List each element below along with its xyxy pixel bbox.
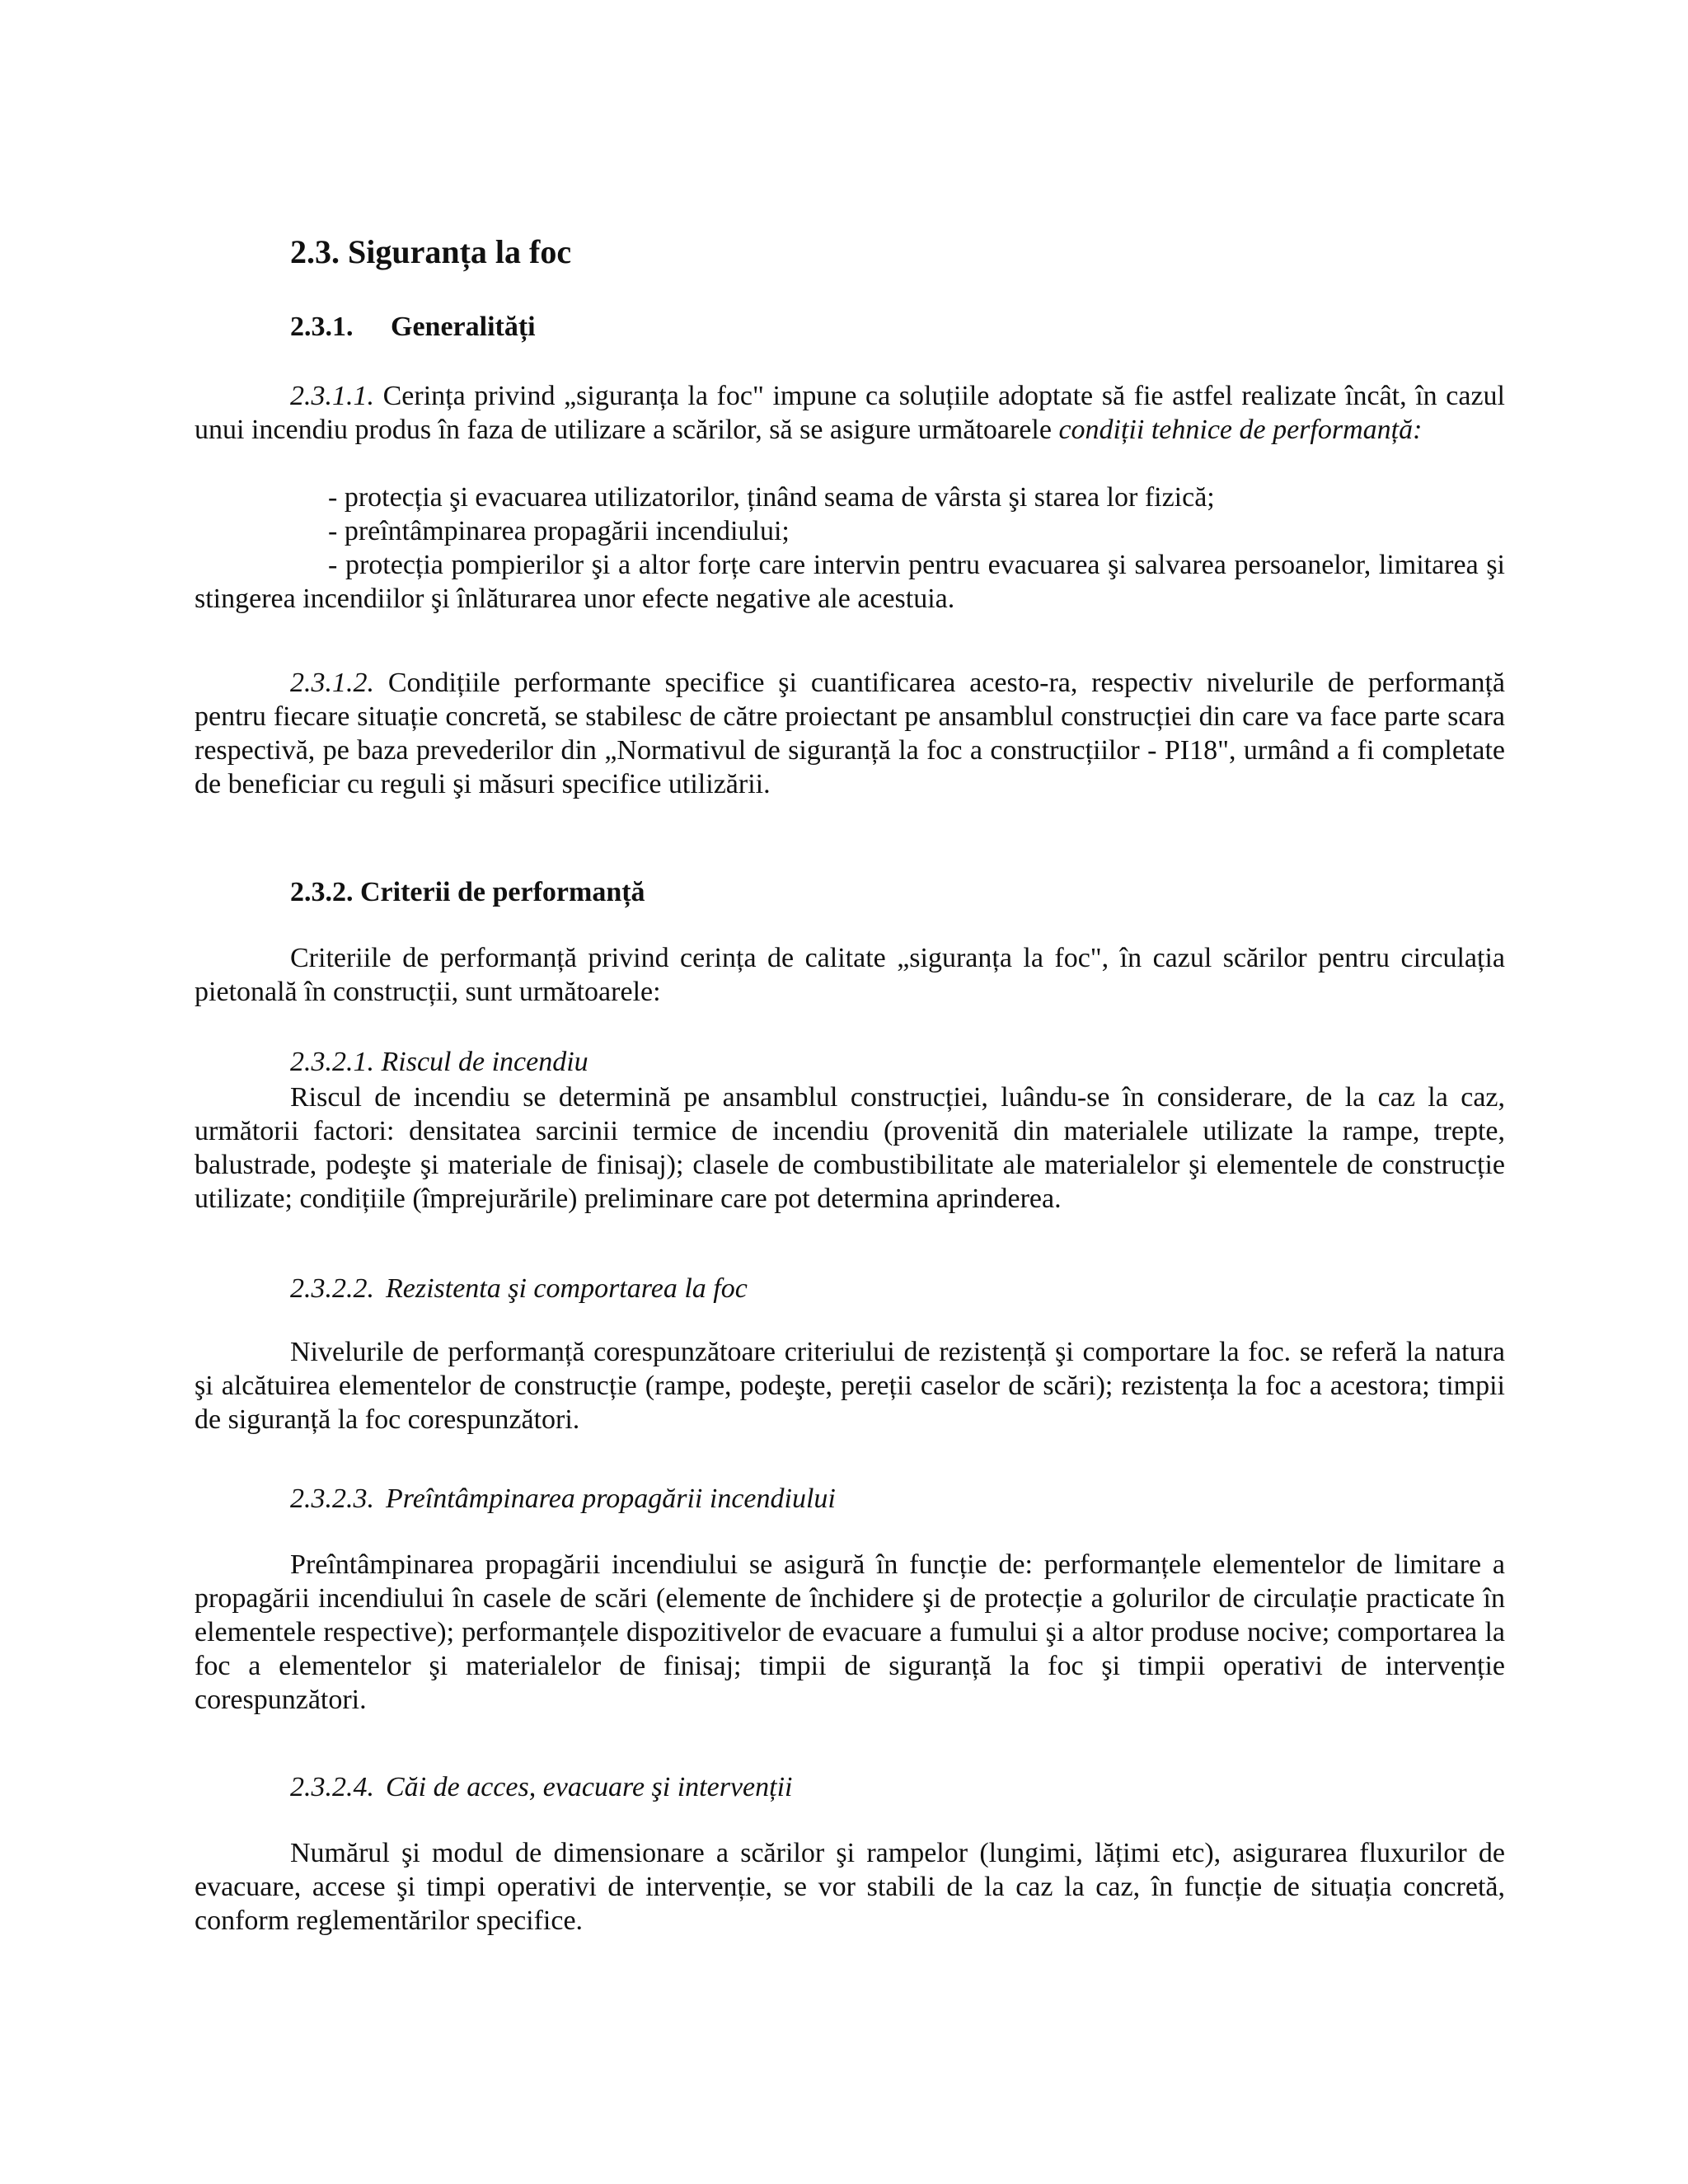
section-title: 2.3. Siguranța la foc [290,233,572,270]
criterion-title: Rezistenta şi comportarea la foc [386,1273,748,1304]
criteria-intro: Criteriile de performanță privind cerința de calitate „siguranța la foc", în cazul scărilor pentru circulația pietonală în construcții, sunt următoarele: [195,943,1505,1007]
paragraph-label: 2.3.1.1. [290,381,374,411]
criterion-heading-rezistenta [290,1273,748,1305]
subsection-heading-generalitati [290,312,536,343]
paragraph-2-3-1-1 [195,379,1505,447]
criterion-text-propagare: Preîntâmpinarea propagării incendiului se asigură în funcție de: performanțele elementelor de limitare a propagării incendiului în casele de scări (elemente de închidere şi de protecție a golurilor de circulație practicate în elementele respective); performanțele dispozitivelor de evacuare a fumului şi a altor produse nocive; comportarea la foc a elementelor şi materialelor de finisaj; timpii de siguranță la foc şi timpii operativi de intervenție corespunzători. [195,1549,1505,1715]
criterion-number: 2.3.2.4. [290,1772,374,1802]
criterion-number: 2.3.2.2. [290,1273,374,1304]
criterion-title: Preîntâmpinarea propagării incendiului [386,1483,836,1514]
paragraph-label: 2.3.1.2. [290,668,374,698]
criterion-text-cai-acces: Numărul şi modul de dimensionare a scărilor şi rampelor (lungimi, lățimi etc), asigurarea fluxurilor de evacuare, accese şi timpi operativi de intervenție, se vor stabili de la caz la caz, în funcție de situația concretă, conform reglementărilor specifice. [195,1838,1505,1936]
criterion-number: 2.3.2.1. [290,1047,374,1077]
criterion-heading-riscul [290,1047,588,1078]
criterion-title: Riscul de incendiu [381,1047,588,1077]
criterion-heading-propagare [290,1483,836,1515]
criterion-heading-cai-acces [290,1772,792,1803]
criterion-number: 2.3.2.3. [290,1483,374,1514]
list-item: - protecția şi evacuarea utilizatorilor, ținând seama de vârsta şi starea lor fizică; [328,482,1215,513]
paragraph-2-3-1-2 [195,666,1505,801]
criterion-text-rezistenta: Nivelurile de performanță corespunzătoare criteriului de rezistență şi comportare la foc. se referă la natura şi alcătuirea elementelor de construcție (rampe, podeşte, pereții caselor de scări); rezistența la foc a acestora; timpii de siguranță la foc corespunzători. [195,1337,1505,1435]
document-page [195,0,1505,2184]
subsection-number: 2.3.1. [290,312,354,342]
paragraph-text: Cerința privind „siguranța la foc" impune ca soluțiile adoptate să fie astfel realizate încât, în cazul unui incendiu produs în faza de utilizare a scărilor, să se asigure următoarele [195,381,1505,445]
criterion-title: Căi de acces, evacuare şi intervenții [386,1772,793,1802]
paragraph-emphasis: condiții tehnice de performanță: [1058,415,1423,445]
criterion-text-riscul: Riscul de incendiu se determină pe ansamblul construcției, luându-se în considerare, de la caz la caz, următorii factori: densitatea sarcinii termice de incendiu (provenită din materialele utilizate la rampe, trepte, balustrade, podeşte şi materiale de finisaj); clasele de combustibilitate ale materialelor şi elementele de construcție utilizate; condițiile (împrejurările) preliminare care pot determina aprinderea. [195,1082,1505,1214]
paragraph-text: Condițiile performante specifice şi cuantificarea acesto-ra, respectiv nivelurile de performanță pentru fiecare situație concretă, se stabilesc de către proiectant pe ansamblul construcției din care va face parte scara respectivă, pe baza prevederilor din „Normativul de siguranță la foc a construcțiilor - PI18", urmând a fi completate de beneficiar cu reguli şi măsuri specifice utilizării. [195,668,1505,799]
subsection-heading-criterii: 2.3.2. Criterii de performanță [290,877,645,907]
list-item-long: - protecția pompierilor şi a altor forțe care intervin pentru evacuarea şi salvarea persoanelor, limitarea şi stingerea incendiilor şi înlăturarea unor efecte negative ale acestuia. [195,550,1505,614]
list-item: - preîntâmpinarea propagării incendiului; [328,516,790,546]
subsection-title: Generalități [391,312,536,342]
